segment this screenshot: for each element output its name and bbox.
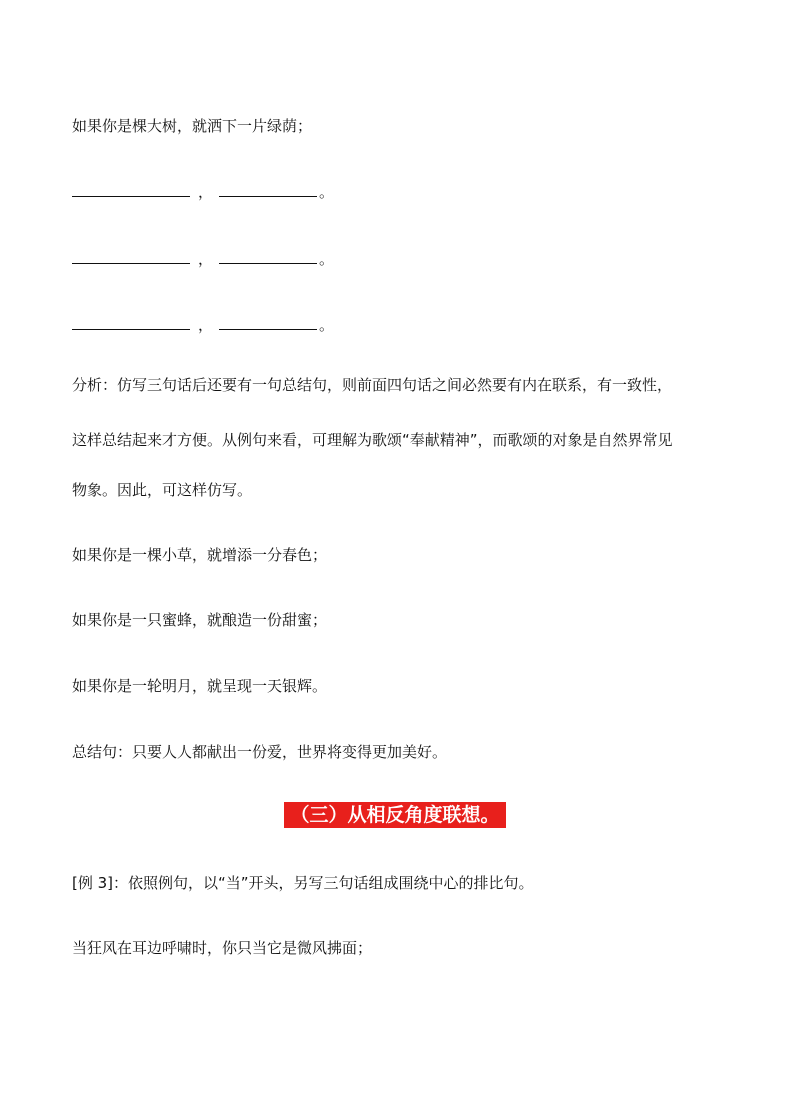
period: 。 (319, 250, 335, 268)
fill-in-row-2 (72, 249, 334, 269)
analysis-line-1: 分析：仿写三句话后还要有一句总结句，则前面四句话之间必然要有内在联系，有一致性， (72, 376, 673, 394)
summary-sentence: 总结句：只要人人都献出一份爱，世界将变得更加美好。 (72, 743, 448, 761)
answer-line-1: 如果你是一棵小草，就增添一分春色； (72, 546, 328, 564)
blank-field-3b[interactable] (219, 315, 317, 330)
fill-in-row-1 (72, 182, 334, 202)
answer-line-2: 如果你是一只蜜蜂，就酿造一份甜蜜； (72, 611, 328, 629)
example3-sentence: 当狂风在耳边呼啸时，你只当它是微风拂面； (72, 939, 373, 957)
blank-field-3a[interactable] (72, 315, 190, 330)
period: 。 (319, 183, 335, 201)
analysis-line-3: 物象。因此，可这样仿写。 (72, 481, 253, 499)
blank-field-2b[interactable] (219, 249, 317, 264)
answer-line-3: 如果你是一轮明月，就呈现一天银辉。 (72, 677, 328, 695)
blank-field-1a[interactable] (72, 182, 190, 197)
comma: ， (198, 250, 214, 268)
comma: ， (198, 183, 214, 201)
comma: ， (198, 316, 214, 334)
example3-prompt: [例 3]：依照例句，以“当”开头，另写三句话组成围绕中心的排比句。 (72, 874, 534, 892)
section-heading-wrap (0, 802, 790, 828)
blank-field-1b[interactable] (219, 182, 317, 197)
section-heading: （三）从相反角度联想。 (284, 802, 505, 828)
analysis-line-2: 这样总结起来才方便。从例句来看，可理解为歌颂“奉献精神”，而歌颂的对象是自然界常见 (72, 431, 673, 449)
fill-in-row-3 (72, 315, 334, 335)
period: 。 (319, 316, 335, 334)
blank-field-2a[interactable] (72, 249, 190, 264)
example-sentence: 如果你是棵大树，就洒下一片绿荫； (72, 117, 313, 135)
